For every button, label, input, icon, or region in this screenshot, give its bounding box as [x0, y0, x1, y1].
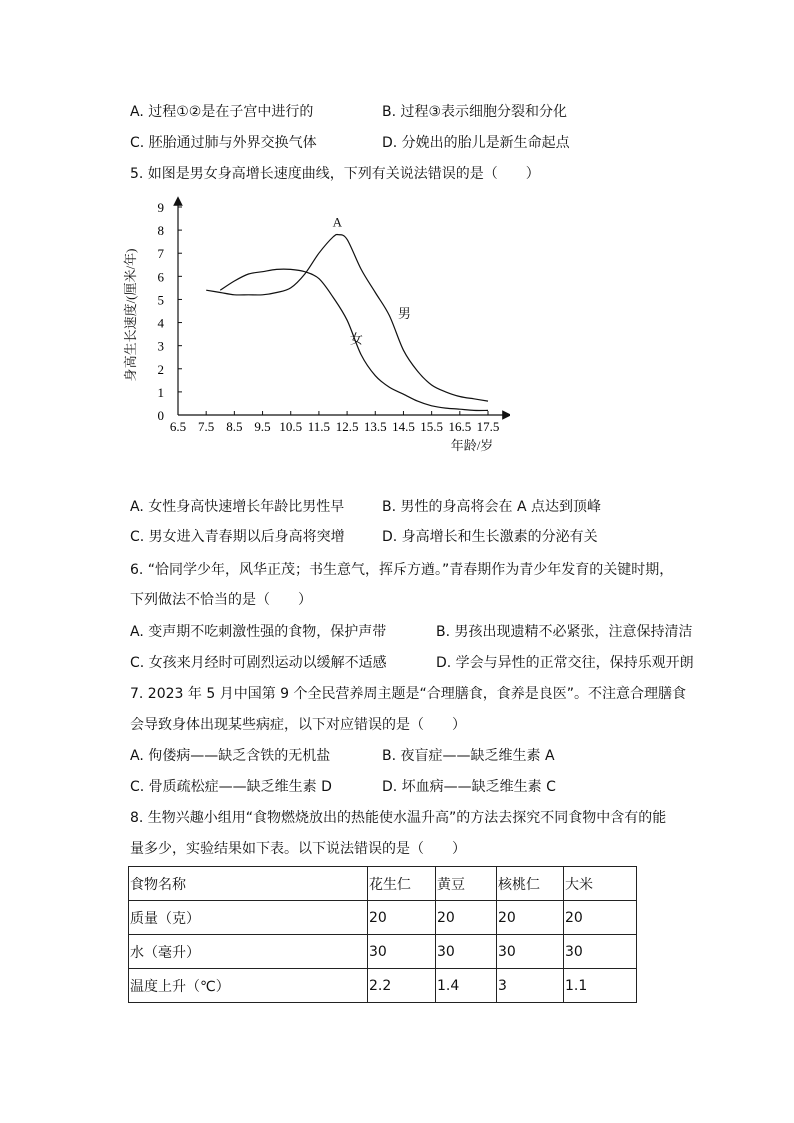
y-tick-label: 0 — [157, 408, 164, 423]
option-d: D. 坏血病——缺乏维生素 C — [382, 779, 556, 795]
option-a: A. 女性身高快速增长年龄比男性早 — [130, 499, 345, 515]
table-header-cell: 食物名称 — [129, 867, 368, 901]
option-a: A. 变声期不吃刺激性强的食物，保护声带 — [130, 624, 387, 640]
option-b: B. 男孩出现遗精不必紧张，注意保持清洁 — [436, 624, 693, 640]
option-c: C. 男女进入青春期以后身高将突增 — [130, 529, 345, 545]
option-a: A. 佝偻病——缺乏含铁的无机盐 — [130, 748, 331, 764]
x-axis-label: 年龄/岁 — [450, 438, 494, 453]
y-tick-label: 5 — [157, 292, 164, 308]
y-tick-label: 7 — [157, 246, 164, 262]
table-cell: 1.1 — [564, 969, 637, 1003]
x-tick-label: 10.5 — [279, 419, 303, 434]
y-tick-label: 6 — [157, 269, 164, 285]
table-cell: 质量（克） — [129, 901, 368, 935]
table-cell: 2.2 — [368, 969, 436, 1003]
table-header-cell: 花生仁 — [368, 867, 436, 901]
y-tick-label: 2 — [157, 361, 164, 377]
y-axis-label: 身高生长速度/(厘米/年) — [123, 248, 138, 382]
table-header-row — [129, 867, 637, 901]
table-cell: 20 — [497, 901, 564, 935]
x-tick-label: 11.5 — [307, 419, 331, 434]
table-cell: 20 — [436, 901, 497, 935]
question-8-stem: 8. 生物兴趣小组用“食物燃烧放出的热能使水温升高”的方法去探究不同食物中含有的能 — [130, 810, 667, 826]
option-d: D. 分娩出的胎儿是新生命起点 — [382, 135, 570, 151]
x-tick-label: 7.5 — [198, 419, 215, 434]
table-cell: 20 — [564, 901, 637, 935]
question-6-stem-cont: 下列做法不恰当的是（ ） — [130, 592, 312, 608]
table-cell: 水（毫升） — [129, 935, 368, 969]
growth-chart — [110, 195, 510, 460]
y-tick-label: 1 — [157, 384, 164, 400]
table-cell: 3 — [497, 969, 564, 1003]
question-8-stem-cont: 量多少，实验结果如下表。以下说法错误的是（ ） — [130, 841, 466, 857]
x-tick-label: 14.5 — [392, 419, 415, 434]
x-tick-label: 13.5 — [363, 419, 387, 434]
x-tick-label: 15.5 — [420, 419, 444, 434]
option-c: C. 女孩来月经时可剧烈运动以缓解不适感 — [130, 655, 387, 671]
option-d: D. 学会与异性的正常交往，保持乐观开朗 — [436, 655, 694, 671]
x-tick-label: 9.5 — [254, 419, 271, 434]
x-tick-label: 16.5 — [448, 419, 472, 434]
option-a: A. 过程①②是在子宫中进行的 — [130, 104, 314, 120]
option-b: B. 过程③表示细胞分裂和分化 — [382, 104, 568, 120]
question-5-stem: 5. 如图是男女身高增长速度曲线，下列有关说法错误的是（ ） — [130, 166, 540, 182]
table-cell: 30 — [564, 935, 637, 969]
x-tick-label: 17.5 — [476, 419, 500, 434]
y-tick-label: 8 — [157, 223, 164, 239]
x-tick-label: 12.5 — [335, 419, 359, 434]
table-cell: 20 — [368, 901, 436, 935]
point-a-label: A — [332, 214, 343, 230]
table-row — [129, 969, 637, 1003]
series-label-male: 男 — [397, 305, 411, 321]
table-cell: 温度上升（℃） — [129, 969, 368, 1003]
table-header-cell: 大米 — [564, 867, 637, 901]
table-cell: 1.4 — [436, 969, 497, 1003]
table-row — [129, 935, 637, 969]
option-d: D. 身高增长和生长激素的分泌有关 — [382, 529, 598, 545]
question-6-stem: 6. “恰同学少年，风华正茂；书生意气，挥斥方遒。”青春期作为青少年发育的关键时期， — [130, 562, 674, 578]
option-b: B. 夜盲症——缺乏维生素 A — [382, 748, 555, 764]
x-tick-label: 8.5 — [226, 419, 243, 434]
series-label-female: 女 — [349, 331, 363, 347]
option-b: B. 男性的身高将会在 A 点达到顶峰 — [382, 499, 601, 515]
y-tick-label: 3 — [157, 338, 164, 354]
y-tick-label: 9 — [157, 200, 164, 215]
option-c: C. 胚胎通过肺与外界交换气体 — [130, 135, 317, 151]
series-line-male — [206, 234, 488, 401]
table-row — [129, 901, 637, 935]
table-header-cell: 黄豆 — [436, 867, 497, 901]
question-7-stem-cont: 会导致身体出现某些病症，以下对应错误的是（ ） — [130, 717, 466, 733]
table-cell: 30 — [497, 935, 564, 969]
y-tick-label: 4 — [157, 315, 164, 331]
table-cell: 30 — [436, 935, 497, 969]
table-header-cell: 核桃仁 — [497, 867, 564, 901]
question-7-stem: 7. 2023 年 5 月中国第 9 个全民营养周主题是“合理膳食，食养是良医”。不注意合理膳食 — [130, 686, 687, 702]
option-c: C. 骨质疏松症——缺乏维生素 D — [130, 779, 332, 795]
table-cell: 30 — [368, 935, 436, 969]
food-energy-table — [128, 866, 637, 1003]
x-tick-label: 6.5 — [169, 419, 187, 434]
